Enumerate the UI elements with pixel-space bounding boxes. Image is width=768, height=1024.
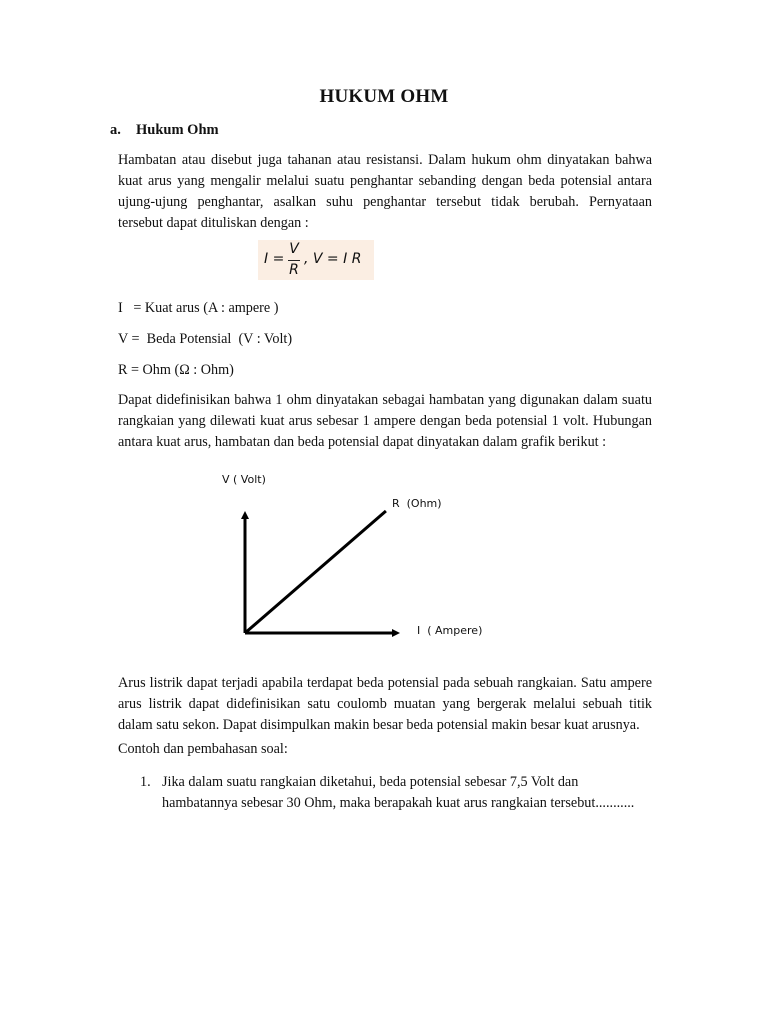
list-item-text	[162, 772, 662, 814]
paragraph-line: Arus listrik dapat terjadi apabila terdapat beda potensial pada sebuah rangkaian. Satu ampere	[118, 675, 652, 691]
definition-voltage: V = Beda Potensial (V : Volt)	[118, 331, 293, 347]
paragraph-line: antara kuat arus, hambatan dan beda potensial dapat dinyatakan dalam grafik berikut :	[118, 434, 607, 450]
paragraph-definition	[118, 390, 652, 453]
fraction-bar	[288, 260, 300, 261]
definition-current: I = Kuat arus (A : ampere )	[118, 300, 279, 316]
y-axis-label: V ( Volt)	[222, 473, 266, 486]
list-item-line: Jika dalam suatu rangkaian diketahui, beda potensial sebesar 7,5 Volt dan	[162, 774, 579, 790]
legend-series-label: R (Ohm)	[392, 497, 442, 510]
paragraph-line: arus listrik dapat didefinisikan satu coulomb muatan yang bergerak melalui sebuah titik	[118, 696, 652, 712]
formula-rest: , V = I R	[304, 251, 362, 267]
formula-denominator: R	[289, 262, 299, 278]
formula-lhs: I =	[264, 251, 285, 267]
list-item-number: 1.	[140, 774, 151, 790]
ohm-formula	[262, 241, 374, 281]
examples-heading: Contoh dan pembahasan soal:	[118, 741, 288, 757]
definition-resistance: R = Ohm (Ω : Ohm)	[118, 362, 234, 378]
section-heading	[110, 122, 219, 139]
paragraph-line: Hambatan atau disebut juga tahanan atau resistansi. Dalam hukum ohm dinyatakan bahwa	[118, 152, 652, 168]
x-axis-label: I ( Ampere)	[417, 624, 483, 637]
section-number: a.	[110, 122, 121, 138]
list-item-line: hambatannya sebesar 30 Ohm, maka berapakah kuat arus rangkaian tersebut...........	[162, 795, 635, 811]
paragraph-line: ujung-ujung penghantar, asalkan suhu penghantar tersebut tidak berubah. Pernyataan	[118, 194, 652, 210]
paragraph-current	[118, 673, 652, 736]
paragraph-line: Dapat didefinisikan bahwa 1 ohm dinyatakan sebagai hambatan yang digunakan dalam suatu	[118, 392, 652, 408]
paragraph-intro	[118, 150, 652, 234]
paragraph-line: rangkaian yang dilewati kuat arus sebesar 1 ampere dengan beda potensial 1 volt. Hubungan	[118, 413, 652, 429]
ohm-graph	[230, 500, 410, 645]
formula-numerator: V	[289, 241, 299, 257]
page-title: HUKUM OHM	[319, 86, 449, 107]
data-line-resistance	[245, 511, 386, 633]
paragraph-line: dalam satu sekon. Dapat disimpulkan makin besar beda potensial makin besar kuat arusnya.	[118, 717, 640, 733]
paragraph-line: kuat arus yang mengalir melalui suatu penghantar sebanding dengan beda potensial antara	[118, 173, 652, 189]
paragraph-line: tersebut dapat dituliskan dengan :	[118, 215, 309, 231]
section-title: Hukum Ohm	[136, 122, 219, 138]
